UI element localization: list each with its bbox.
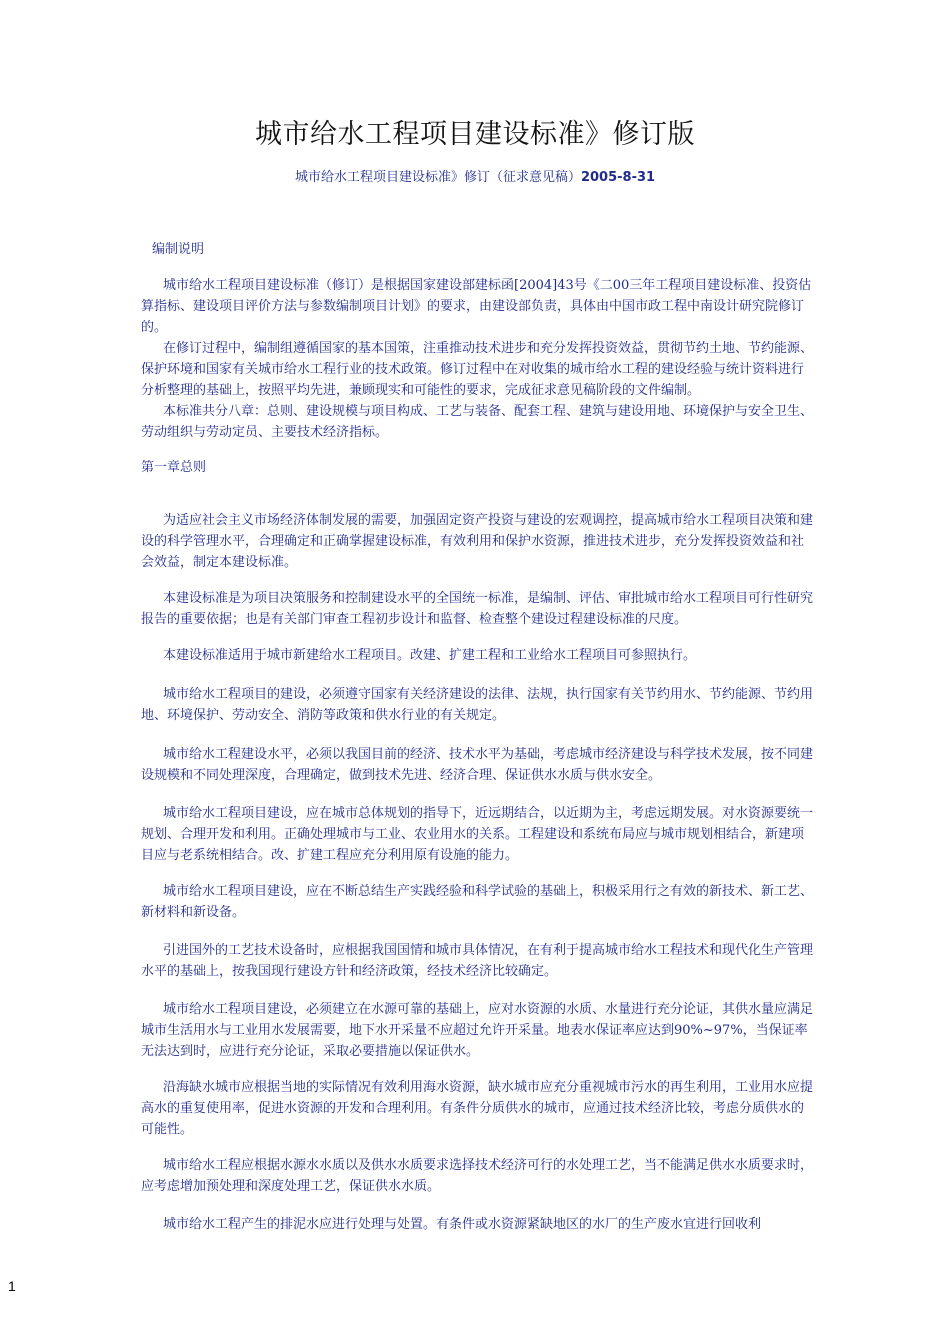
chapter1-heading: 第一章总则: [141, 460, 207, 475]
chapter1-para-3: 本建设标准适用于城市新建给水工程项目。改建、扩建工程和工业给水工程项目可参照执行。: [163, 648, 697, 663]
chapter1-para-8: 引进国外的工艺技术设备时，应根据我国国情和城市具体情况，在有利于提高城市给水工程技术和现代化生产管理水平的基础上，按我国现行建设方针和经济政策，经技术经济比较确定。: [141, 943, 814, 979]
chapter1-para-10: 沿海缺水城市应根据当地的实际情况有效利用海水资源，缺水城市应充分重视城市污水的再生利用，工业用水应提高水的重复使用率，促进水资源的开发和合理利用。有条件分质供水的城市，应通过技术经济比较，考虑分质供水的可能性。: [141, 1080, 814, 1137]
chapter1-para-4: 城市给水工程项目的建设，必须遵守国家有关经济建设的法律、法规，执行国家有关节约用水、节约能源、节约用地、环境保护、劳动安全、消防等政策和供水行业的有关规定。: [141, 687, 814, 723]
preface-paragraph-3: 本标准共分八章：总则、建设规模与项目构成、工艺与装备、配套工程、建筑与建设用地、环境保护与安全卫生、劳动组织与劳动定员、主要技术经济指标。: [141, 404, 814, 440]
chapter1-para-11: 城市给水工程应根据水源水水质以及供水水质要求选择技术经济可行的水处理工艺，当不能满足供水水质要求时，应考虑增加预处理和深度处理工艺，保证供水水质。: [141, 1158, 814, 1194]
preface-paragraph-2: 在修订过程中，编制组遵循国家的基本国策，注重推动技术进步和充分发挥投资效益，贯彻节约土地、节约能源、保护环境和国家有关城市给水工程行业的技术政策。修订过程中在对收集的城市给水工程的建设经验与统计资料进行分析整理的基础上，按照平均先进，兼顾现实和可能性的要求，完成征求意见稿阶段的文件编制。: [141, 341, 814, 398]
chapter1-para-12: 城市给水工程产生的排泥水应进行处理与处置。有条件或水资源紧缺地区的水厂的生产废水宜进行回收利: [163, 1217, 762, 1232]
preface-body: [141, 275, 816, 443]
subtitle-text: 城市给水工程项目建设标准》修订（征求意见稿）: [294, 170, 581, 185]
page-number: 1: [8, 1278, 16, 1294]
chapter1-para-2: 本建设标准是为项目决策服务和控制建设水平的全国统一标准，是编制、评估、审批城市给水工程项目可行性研究报告的重要依据；也是有关部门审查工程初步设计和监督、检查整个建设过程建设标准的尺度。: [141, 591, 814, 627]
chapter1-para-7: 城市给水工程项目建设，应在不断总结生产实践经验和科学试验的基础上，积极采用行之有效的新技术、新工艺、新材料和新设备。: [141, 884, 814, 920]
document-subtitle: [0, 166, 950, 185]
document-title: 城市给水工程项目建设标准》修订版: [255, 119, 695, 150]
chapter1-para-5: 城市给水工程建设水平，必须以我国目前的经济、技术水平为基础，考虑城市经济建设与科学技术发展，按不同建设规模和不同处理深度，合理确定，做到技术先进、经济合理、保证供水水质与供水安全。: [141, 747, 814, 783]
chapter1-para-9: 城市给水工程项目建设，必须建立在水源可靠的基础上，应对水资源的水质、水量进行充分论证，其供水量应满足城市生活用水与工业用水发展需要，地下水开采量不应超过允许开采量。地表水保证率应达到90%~97%，当保证率无法达到时，应进行充分论证，采取必要措施以保证供水。: [141, 1002, 814, 1059]
preface-paragraph-1: 城市给水工程项目建设标准（修订）是根据国家建设部建标函[2004]43号《二00三年工程项目建设标准、投资估算指标、建设项目评价方法与参数编制项目计划》的要求，由建设部负责，具体由中国市政工程中南设计研究院修订的。: [141, 278, 812, 335]
subtitle-date: 2005-8-31: [580, 170, 656, 185]
preface-heading: 编制说明: [152, 242, 205, 257]
chapter1-para-6: 城市给水工程项目建设，应在城市总体规划的指导下，近远期结合，以近期为主，考虑远期发展。对水资源要统一规划、合理开发和利用。正确处理城市与工业、农业用水的关系。工程建设和系统布局应与城市规划相结合，新建项目应与老系统相结合。改、扩建工程应充分利用原有设施的能力。: [141, 806, 814, 863]
chapter1-para-1: 为适应社会主义市场经济体制发展的需要，加强固定资产投资与建设的宏观调控，提高城市给水工程项目决策和建设的科学管理水平，合理确定和正确掌握建设标准，有效利用和保护水资源，推进技术进步，充分发挥投资效益和社会效益，制定本建设标准。: [141, 513, 814, 570]
